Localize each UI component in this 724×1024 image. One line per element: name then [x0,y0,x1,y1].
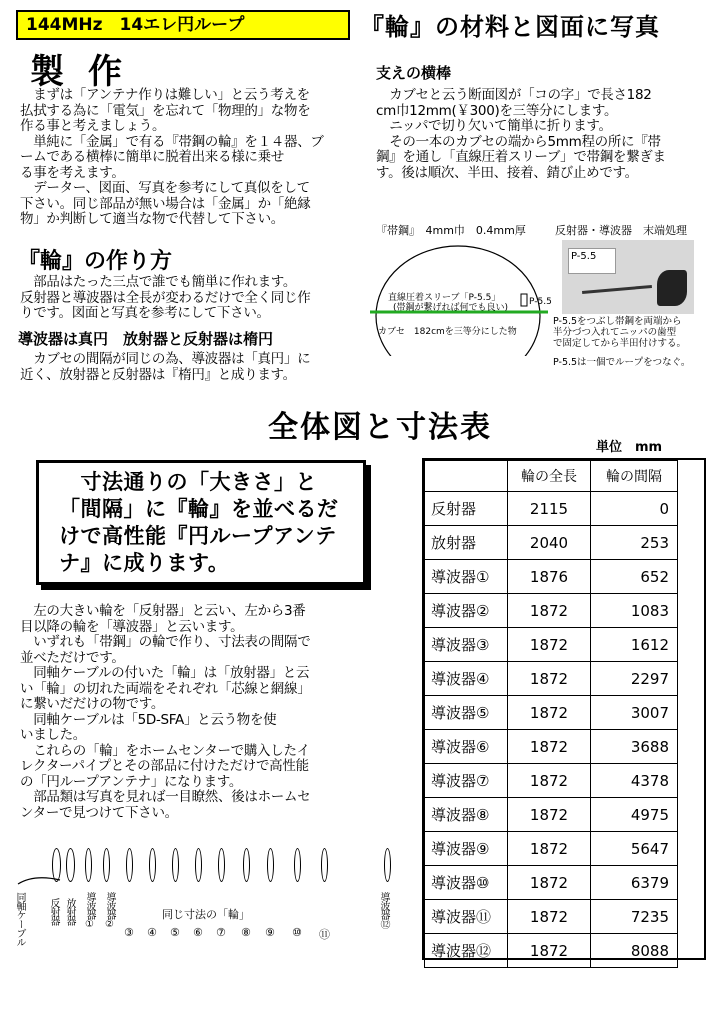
paragraph-line: 物」か判断して適当な物で代替して下さい。 [20,211,284,227]
table-row [425,492,678,526]
paragraph-line: の「円ループアンテナ」になります。 [20,773,243,790]
director-ring [85,848,92,882]
director-number: ⑤ [170,926,180,939]
table-cell-gap: 4378 [591,764,678,798]
director-ring [321,848,328,882]
same-size-label: 同じ寸法の「輪」 [162,908,250,921]
director-paragraph [20,352,365,383]
diagram-label: 同軸ケーブル [14,892,25,946]
table-row [425,934,678,968]
paragraph-line: 同軸ケーブルの付いた「輪」は「放射器」と云 [20,665,310,681]
director-ring [218,848,225,882]
table-row [425,764,678,798]
director-ring [149,848,156,882]
diagram-label: 反射器 [48,898,59,925]
paragraph-line: いました。 [20,727,86,743]
paragraph-line: レクターパイプとその部品に付けただけで高性能 [20,758,309,774]
director-ring [172,848,179,882]
table-header-length: 輪の全長 [508,461,591,492]
paragraph-line: カブセと云う断面図が「コの字」で長さ182 [376,87,652,103]
table-cell-element: 導波器⑧ [425,798,508,832]
ring-paragraph [20,275,365,322]
paragraph-line: 下さい。同じ部品が無い場合は「金属」か「絶縁 [20,195,311,212]
photo-note-3: で固定してから半田付けする。 [553,338,687,349]
diagram-label: 導波器② [104,892,115,929]
photo-note-4: P-5.5は一個でループをつなぐ。 [553,357,691,368]
director-ring [103,848,110,882]
section-heading-ring: 『輪』の作り方 [18,249,173,274]
diagram-label: 導波器⑫ [378,892,389,928]
diagram-label: 放射器 [64,898,75,925]
table-header-row [425,461,678,492]
table-row [425,526,678,560]
table-row [425,832,678,866]
table-cell-element: 反射器 [425,492,508,526]
director-ring [126,848,133,882]
director-number: ④ [147,926,157,939]
table-cell-length: 2115 [508,492,591,526]
table-header-gap: 輪の間隔 [591,461,678,492]
section-heading-seisaku: 製作 [30,52,146,92]
table-cell-element: 導波器③ [425,628,508,662]
paragraph-line: その一本のカブセの端から5mm程の所に『帯 [376,133,661,150]
paragraph-line: に繋いだだけの物です。 [20,696,165,712]
table-row [425,696,678,730]
table-cell-gap: 7235 [591,900,678,934]
paragraph-line: 目以降の輪を「導波器」と云います。 [20,618,244,635]
photo-caption: 反射器・導波器 末端処理 [555,224,687,237]
paragraph-line: 同軸ケーブルは「5D-SFA」と云う物を使 [20,711,277,728]
table-cell-gap: 1612 [591,628,678,662]
table-cell-length: 1876 [508,560,591,594]
table-row [425,560,678,594]
table-cell-length: 1872 [508,662,591,696]
table-cell-element: 導波器⑤ [425,696,508,730]
paragraph-line: いずれも「帯鋼」の輪で作り、寸法表の間隔で [20,634,311,650]
wire-icon [582,285,652,294]
director-ring [195,848,202,882]
table-cell-length: 1872 [508,832,591,866]
paragraph-line: 近く、放射器と反射器は『楕円』と成ります。 [20,366,296,383]
table-cell-gap: 2297 [591,662,678,696]
table-cell-gap: 6379 [591,866,678,900]
sleeve-label-2: (帯鋼が繋げれば何でも良い) [393,303,509,313]
nipper-icon [657,270,687,306]
paragraph-line: データー、図面、写真を参考にして真似をして [20,180,310,196]
reflector-ring [52,848,61,882]
paragraph-line: い「輪」の切れた両端をそれぞれ「芯線と網線」 [20,680,311,697]
paragraph-line: 並べただけです。 [20,649,125,666]
sleeve-label-1: 直線圧着スリーブ「P-5.5」 [388,293,501,303]
table-cell-length: 1872 [508,934,591,968]
table-cell-element: 導波器⑥ [425,730,508,764]
radiator-ring [66,848,75,882]
band-steel-label: 『帯鋼』 4mm巾 0.4mm厚 [376,224,526,237]
sleeve-photo [562,240,694,314]
photo-note-1: P-5.5をつぶし帯鋼を両端から [553,316,682,327]
photo-tag: P-5.5 [568,248,616,274]
support-paragraph [376,88,716,181]
overall-paragraph [20,604,380,821]
table-row [425,900,678,934]
table-cell-element: 導波器① [425,560,508,594]
paragraph-line: 払拭する為に「電気」を忘れて「物理的」な物を [20,102,311,119]
table-cell-element: 導波器⑨ [425,832,508,866]
paragraph-line: す。後は順次、半田、接着、錆び止めです。 [376,164,638,181]
table-cell-element: 導波器⑩ [425,866,508,900]
table-cell-length: 1872 [508,798,591,832]
paragraph-line: ンターで見つけて下さい。 [20,804,178,821]
table-cell-gap: 4975 [591,798,678,832]
table-row [425,730,678,764]
table-cell-element: 導波器⑪ [425,900,508,934]
section-heading-overall: 全体図と寸法表 [268,410,492,445]
director-ring [384,848,391,882]
director-number: ⑪ [319,928,330,941]
director-number: ⑧ [241,926,251,939]
table-row [425,798,678,832]
director-ring [294,848,301,882]
table-cell-length: 1872 [508,594,591,628]
table-cell-length: 1872 [508,764,591,798]
table-cell-element: 放射器 [425,526,508,560]
table-cell-length: 1872 [508,900,591,934]
unit-label: 単位 mm [596,440,663,455]
section-heading-director: 導波器は真円 放射器と反射器は楕円 [18,330,274,348]
diagram-label: 導波器① [84,892,95,929]
table-row [425,594,678,628]
director-number: ⑨ [265,926,275,939]
table-cell-element: 導波器② [425,594,508,628]
paragraph-line: cm巾12mm(￥300)を三等分にします。 [376,102,618,119]
table-cell-length: 2040 [508,526,591,560]
table-row [425,662,678,696]
table-cell-gap: 0 [591,492,678,526]
dimension-table [424,460,678,968]
paragraph-line: 鋼』を通し「直線圧着スリーブ」で帯鋼を繋ぎま [376,149,666,165]
table-header-blank [425,461,508,492]
table-cell-gap: 3007 [591,696,678,730]
table-cell-length: 1872 [508,866,591,900]
band-title: 144MHz 14エレ円ループ [16,10,350,40]
antenna-array-diagram [14,840,414,970]
paragraph-line: る事を考えます。 [20,164,125,181]
photo-note-2: 半分づつ入れてニッパの歯型 [553,327,677,338]
notice-box [36,460,366,585]
section-heading-support: 支えの横棒 [376,64,452,82]
table-cell-length: 1872 [508,730,591,764]
director-ring [267,848,274,882]
table-row [425,628,678,662]
paragraph-line: 部品はたった三点で誰でも簡単に作れます。 [20,274,297,290]
sleeve-shape [521,294,527,306]
paragraph-line: カブセの間隔が同じの為、導波器は「真円」に [20,351,311,367]
table-cell-gap: 5647 [591,832,678,866]
table-row [425,866,678,900]
table-cell-gap: 8088 [591,934,678,968]
paragraph-line: 反射器と導波器は全長が変わるだけで全く同じ作 [20,289,311,306]
director-number: ⑦ [216,926,226,939]
table-cell-gap: 1083 [591,594,678,628]
table-cell-element: 導波器⑫ [425,934,508,968]
notice-text: 寸法通りの「大きさ」と「間隔」に『輪』を並べるだけで高性能『円ループアンテナ』に成ります。 [59,470,339,575]
p55-label: P-5.5 [529,297,552,307]
table-cell-length: 1872 [508,696,591,730]
director-number: ⑩ [292,926,302,939]
kabuse-label: カブセ 182cmを三等分にした物 [378,327,517,337]
paragraph-line: これらの「輪」をホームセンターで購入したイ [20,742,310,759]
director-ring [243,848,250,882]
paragraph-line: 左の大きい輪を「反射器」と云い、左から3番 [20,603,306,619]
paragraph-line: ームである横棒に簡単に脱着出来る様に乗せ [20,149,284,165]
table-cell-gap: 253 [591,526,678,560]
seisaku-paragraph [20,88,360,228]
director-number: ⑥ [193,926,203,939]
paragraph-line: 単純に「金属」で有る『帯鋼の輪』を１４器、ブ [20,133,324,150]
table-cell-element: 導波器⑦ [425,764,508,798]
table-cell-element: 導波器④ [425,662,508,696]
photo-notes [553,316,690,368]
paragraph-line: ニッパで切り欠いて簡単に折ります。 [376,118,612,134]
table-cell-gap: 3688 [591,730,678,764]
table-cell-length: 1872 [508,628,591,662]
paragraph-line: りです。図面と写真を参考にして下さい。 [20,305,270,321]
table-cell-gap: 652 [591,560,678,594]
document-title: 『輪』の材料と図面に写真 [360,13,660,41]
paragraph-line: まずは「アンテナ作りは難しい」と云う考えを [20,87,310,103]
director-number: ③ [124,926,134,939]
paragraph-line: 作る事と考えましょう。 [20,118,166,134]
paragraph-line: 部品類は写真を見れば一目瞭然、後はホームセ [20,789,311,805]
